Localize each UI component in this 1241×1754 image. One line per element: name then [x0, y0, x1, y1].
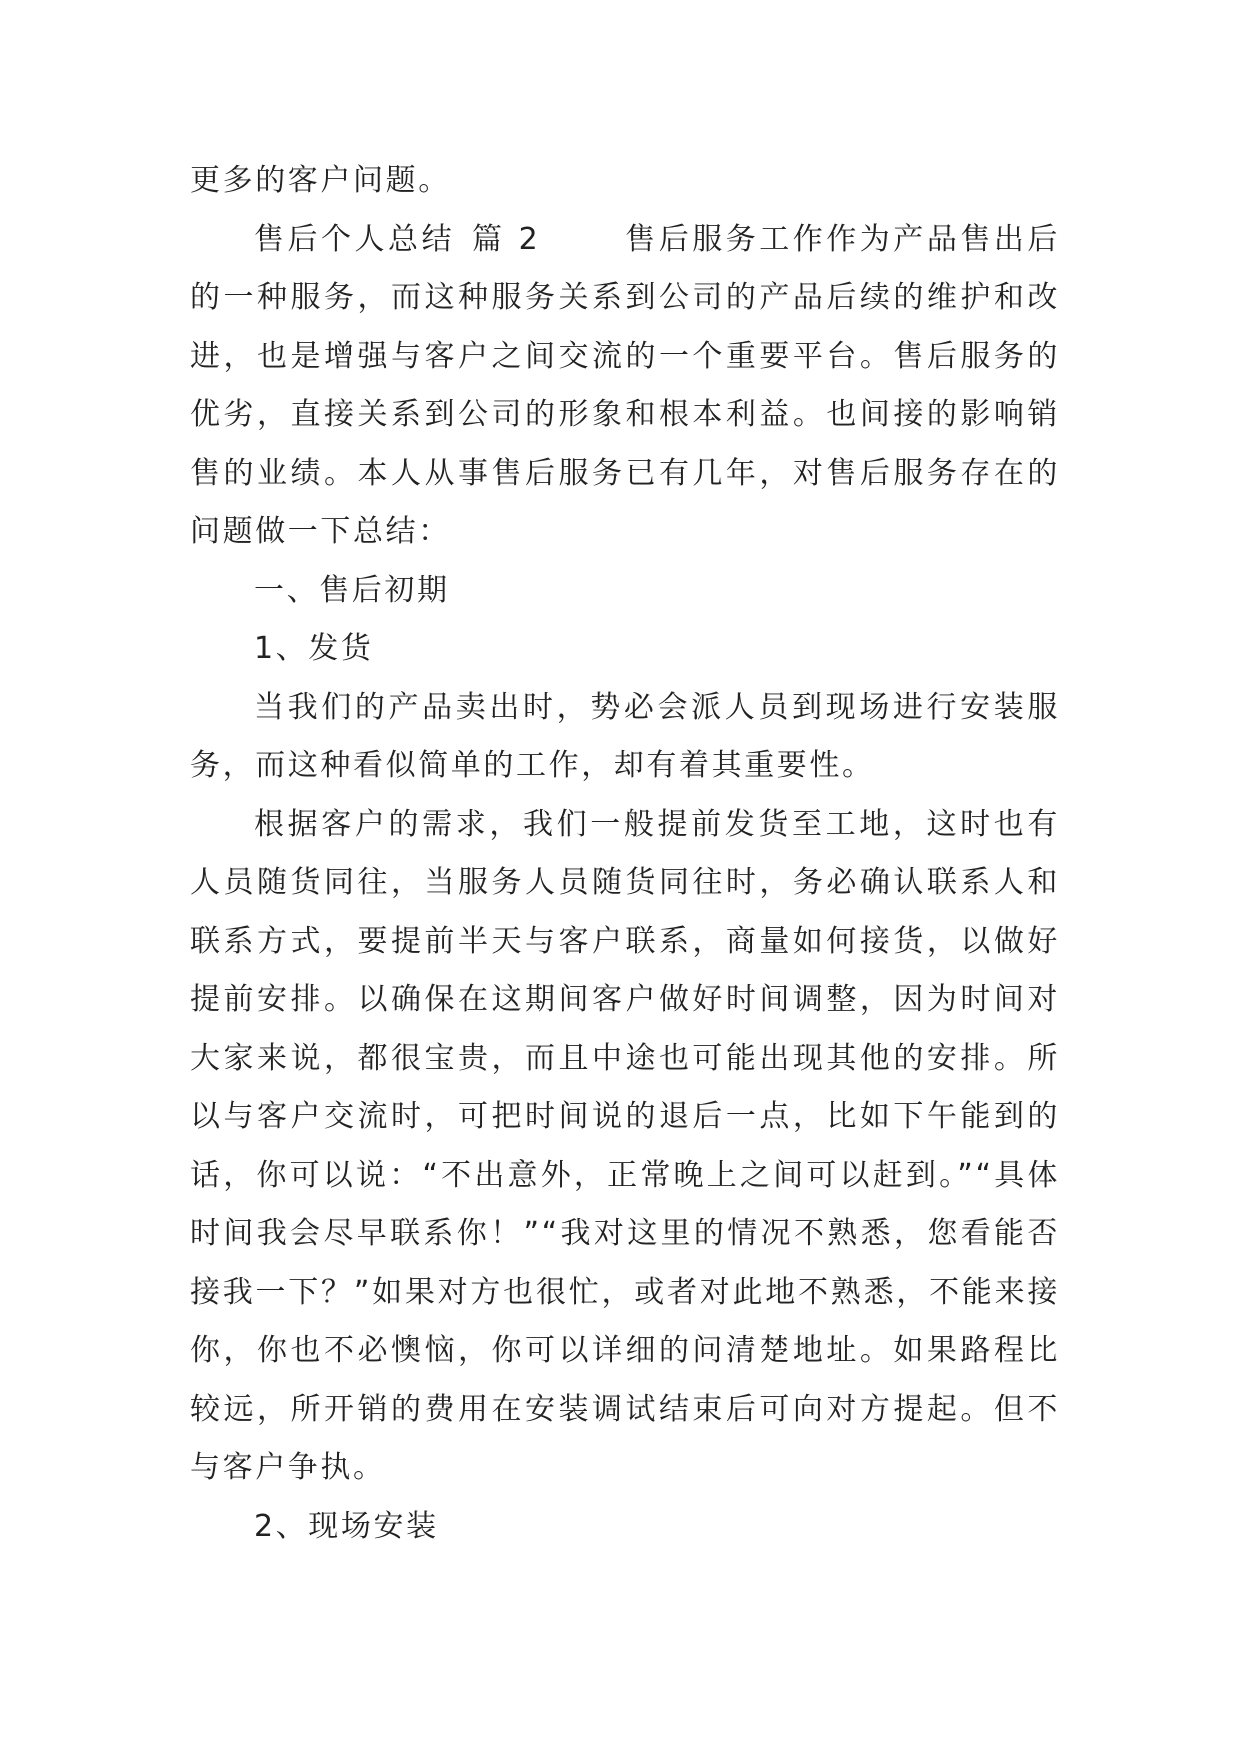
section-heading: 售后个人总结 — [254, 221, 456, 257]
subsection-heading-shipping: 1、发货 — [254, 631, 374, 666]
paragraph-text: 售后服务工作作为产品售出后的一种服务，而这种服务关系到公司的产品后续的维护和改进，也是增强与客户之间交流的一个重要平台。售后服务的优劣，直接关系到公司的形象和根本利益。也间接的影响销售的业绩。本人从事售后服务已有几年，对售后服务存在的问题做一下总结： — [190, 221, 1060, 549]
paragraph-shipping-intro: 当我们的产品卖出时，势必会派人员到现场进行安装服务，而这种看似简单的工作，却有着其重要性。 — [190, 689, 1060, 783]
section-part-label: 篇 2 — [471, 221, 541, 257]
section-heading-initial-stage: 一、售后初期 — [254, 572, 450, 608]
subsection-heading-installation: 2、现场安装 — [254, 1508, 439, 1544]
paragraph-continuation: 更多的客户问题。 — [190, 163, 451, 198]
paragraph-shipping-details: 根据客户的需求，我们一般提前发货至工地，这时也有人员随货同往，当服务人员随货同往时，务必确认联系人和联系方式，要提前半天与客户联系，商量如何接货，以做好提前安排。以确保在这期间客户做好时间调整，因为时间对大家来说，都很宝贵，而且中途也可能出现其他的安排。所以与客户交流时，可把时间说的退后一点，比如下午能到的话，你可以说：“不出意外，正常晚上之间可以赶到。”“具体时间我会尽早联系你！”“我对这里的情况不熟悉，您看能否接我一下？”如果对方也很忙，或者对此地不熟悉，不能来接你，你也不必懊恼，你可以详细的问清楚地址。如果路程比较远，所开销的费用在安装调试结束后可向对方提起。但不与客户争执。 — [190, 806, 1060, 1485]
paragraph-summary-intro — [190, 211, 1060, 562]
document-body — [190, 152, 1060, 1556]
